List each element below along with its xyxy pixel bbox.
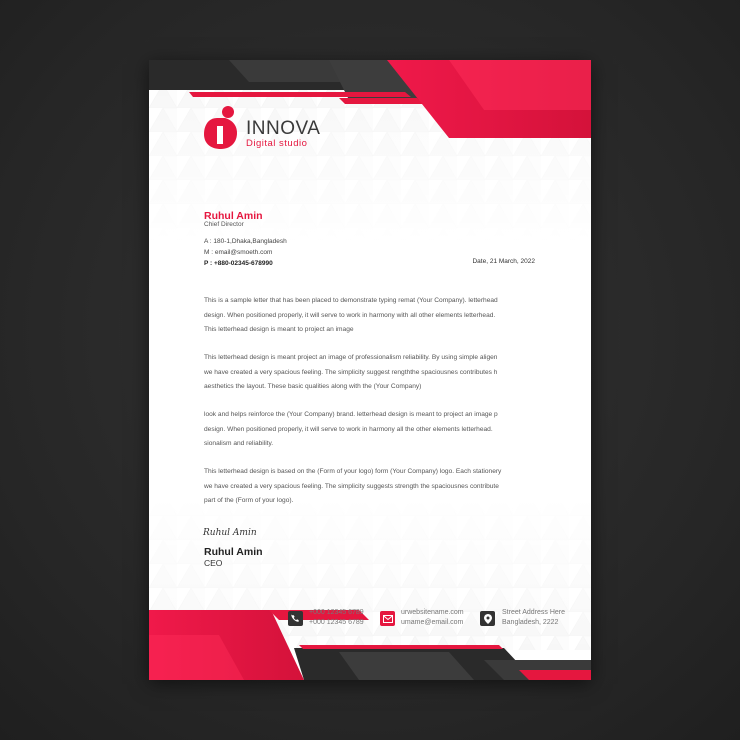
sender-address: A : 180-1,Dhaka,Bangladesh [204, 238, 287, 245]
closing-role: CEO [204, 558, 223, 568]
brand-tagline: Digital studio [246, 138, 308, 149]
footer-phone-2: +000 12345 6789 [309, 619, 364, 626]
sender-name: Ruhul Amin [204, 210, 263, 222]
signature: Ruhul Amin [203, 528, 257, 538]
sender-phone: P : +880-02345-678990 [204, 260, 273, 267]
location-pin-icon [480, 611, 495, 626]
body-paragraph: This letterhead design is meant project an image of professionalism reliability. By using simple aligen we have created a very spacious feeling. The simplicity suggest rengththe spaciousnes contributes h aesthetics the layout. These basic qualities along with the (Your Company) [204, 354, 498, 390]
footer-phone-1: +000 12345 6789 [309, 609, 364, 616]
mail-icon [380, 611, 395, 626]
sender-email: M : email@smoeth.com [204, 249, 273, 256]
letterhead-page [149, 60, 591, 680]
body-paragraph: This is a sample letter that has been placed to demonstrate typing remat (Your Company). letterhead design. When positioned properly, it will serve to work in harmony with all other elements letterhead. This letterhead design is meant to project an image [204, 297, 498, 333]
body-paragraph: look and helps reinforce the (Your Company) brand. letterhead design is meant to project an image p design. When positioned properly, it will serve to work in harmony all the other elements letterhead. sionalism and reliability. [204, 411, 498, 447]
closing-name: Ruhul Amin [204, 546, 263, 558]
body-paragraph: This letterhead design is based on the (Form of your logo) form (Your Company) logo. Each stationery we have created a very spacious feeling. The simplicity suggests strength the spaciousnes contribute part of the (Form of your logo). [204, 468, 502, 504]
brand-logo-icon [203, 104, 239, 150]
brand-name: INNOVA [246, 118, 321, 139]
footer-address-1: Street Address Here [502, 609, 566, 616]
sender-title: Chief Director [204, 221, 244, 228]
footer-email[interactable]: umame@email.com [401, 619, 464, 626]
letter-date: Date, 21 March, 2022 [472, 258, 535, 265]
footer-website[interactable]: urwebsitename.com [401, 609, 464, 616]
phone-icon [288, 611, 303, 626]
footer-address-2: Bangladesh, 2222 [502, 619, 559, 626]
